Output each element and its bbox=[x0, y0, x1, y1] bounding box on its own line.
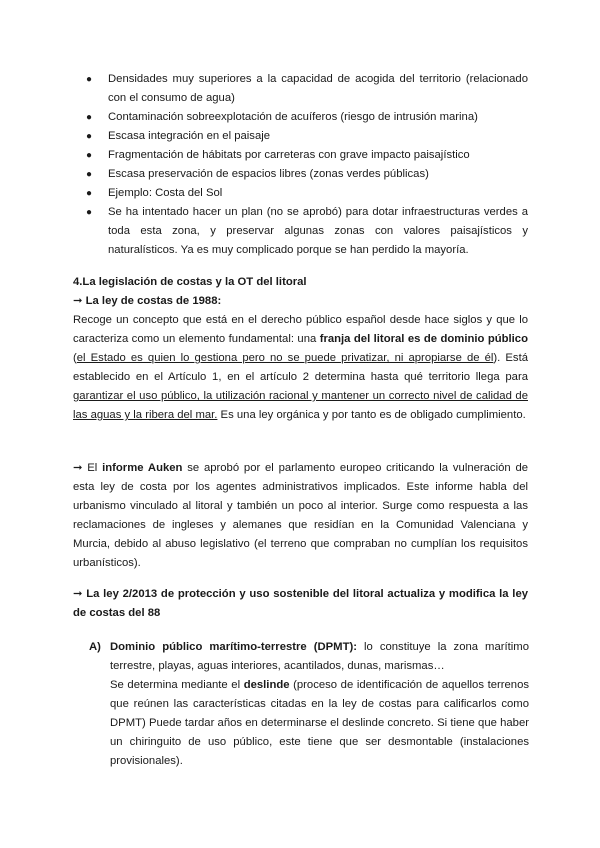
bullet-icon: ● bbox=[86, 188, 93, 199]
bullet-icon: ● bbox=[86, 169, 93, 180]
subheading-ley-1988: ➞ La ley de costas de 1988: bbox=[73, 295, 222, 307]
deslinde-paragraph: Se determina mediante el deslinde (proceso de identificación de aquellos terrenos que reúnen las características citadas en la ley de costas para calificarlos como DPMT) Puede tardar años en determinarse el deslinde concreto. Si tiene que haber un chiringuito de uso público, este tiene que ser desmontable (instalaciones provisionales). bbox=[110, 679, 530, 767]
list-marker: A) bbox=[89, 641, 101, 653]
section-heading: 4.La legislación de costas y la OT del litoral bbox=[73, 276, 307, 288]
arrow-icon: ➞ bbox=[73, 295, 83, 307]
subheading-ley-2013: ➞ La ley 2/2013 de protección y uso sostenible del litoral actualiza y modifica la ley de costas del 88 bbox=[73, 588, 529, 619]
list-item: ● Ejemplo: Costa del Sol bbox=[86, 184, 528, 203]
list-item: ● Contaminación sobreexplotación de acuíferos (riesgo de intrusión marina) bbox=[86, 108, 528, 127]
dpmt-definition: Dominio público marítimo-terrestre (DPMT): lo constituye la zona marítimo terrestre, playas, aguas interiores, acantilados, dunas, marismas… bbox=[110, 641, 529, 672]
list-item: ● Escasa integración en el paisaje bbox=[86, 127, 528, 146]
bullet-icon: ● bbox=[86, 150, 93, 161]
section-a bbox=[89, 638, 529, 771]
list-item: ● Densidades muy superiores a la capacidad de acogida del territorio (relacionado con el consumo de agua) bbox=[86, 70, 528, 108]
section-a-content bbox=[110, 638, 529, 771]
bullet-icon: ● bbox=[86, 112, 93, 123]
section-4 bbox=[73, 273, 528, 425]
bullet-icon: ● bbox=[86, 74, 93, 85]
paragraph-ley-1988: Recoge un concepto que está en el derecho público español desde hace siglos y que lo caracteriza como un elemento fundamental: una franja del litoral es de dominio público (el Estado es quien lo gestiona pero no se puede privatizar, ni apropiarse de él). Está establecido en el Artículo 1, en el artículo 2 determina hasta qué territorio llega para garantizar el uso público, la utilización racional y mantener un correcto nivel de calidad de las aguas y la ribera del mar. Es una ley orgánica y por tanto es de obligado cumplimiento. bbox=[73, 314, 528, 421]
bullet-list bbox=[86, 70, 528, 260]
list-item: ● Fragmentación de hábitats por carreteras con grave impacto paisajístico bbox=[86, 146, 528, 165]
arrow-icon: ➞ bbox=[73, 462, 83, 474]
list-item: ● Se ha intentado hacer un plan (no se aprobó) para dotar infraestructuras verdes a toda esta zona, y preservar algunas zonas con valores paisajísticos y naturalísticos. Ya es muy complicado porque se han perdido la mayoría. bbox=[86, 203, 528, 260]
arrow-icon: ➞ bbox=[73, 588, 83, 600]
list-item: ● Escasa preservación de espacios libres (zonas verdes públicas) bbox=[86, 165, 528, 184]
bullet-icon: ● bbox=[86, 207, 93, 218]
paragraph-auken: ➞ El informe Auken se aprobó por el parlamento europeo criticando la vulneración de esta ley de costa por los agentes administrativos implicados. Este informe habla del urbanismo vinculado al litoral y también un poco al interior. Surge como respuesta a las reclamaciones de ingleses y alemanes que residían en la Comunidad Valenciana y Murcia, debido al abuso legislativo (el terreno que compraban no cumplían los requisitos urbanísticos). bbox=[73, 462, 529, 569]
bullet-icon: ● bbox=[86, 131, 93, 142]
